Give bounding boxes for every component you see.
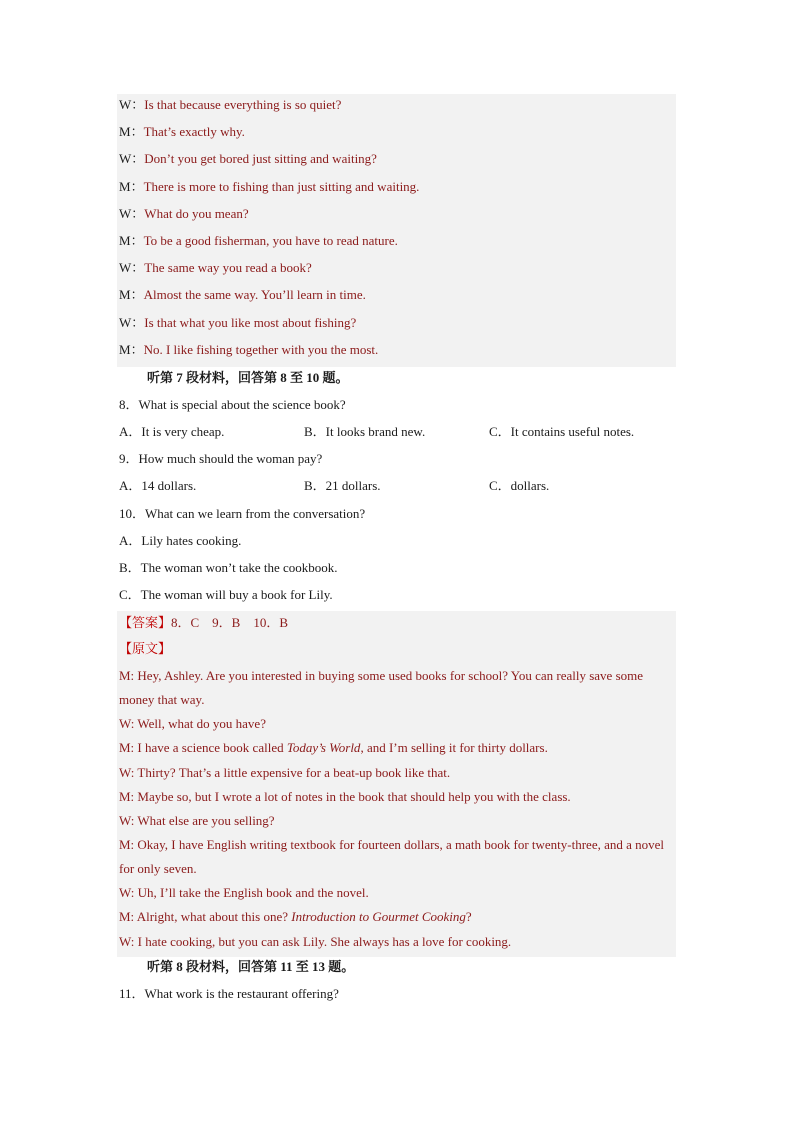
dialogue-text: Is that because everything is so quiet? <box>144 97 342 112</box>
speaker-label: M <box>119 124 131 140</box>
section-heading-7: 听第 7 段材料，回答第 8 至 10 题。 <box>147 370 349 385</box>
transcript-line-1: M: Hey, Ashley. Are you interested in buying some used books for school? You can really save some money that way. <box>119 668 644 707</box>
dialogue-text: Don’t you get bored just sitting and waiting? <box>144 151 377 167</box>
dialogue-line <box>119 314 356 332</box>
dialogue-line <box>119 96 341 114</box>
transcript-line-3-pre: M: I have a science book called <box>119 740 287 755</box>
dialogue-text: Is that what you like most about fishing? <box>144 314 357 330</box>
dialogue-line <box>119 232 398 250</box>
answer-text: 8．C 9．B 10．B <box>171 615 289 630</box>
q9-option-b: B．21 dollars. <box>304 478 381 493</box>
speaker-label: W <box>119 151 132 167</box>
transcript-line-7: M: Okay, I have English writing textbook for fourteen dollars, a math book for twenty-three, and a novel for only seven. <box>119 837 665 876</box>
dialogue-line <box>119 150 377 168</box>
q10-option-c: C．The woman will buy a book for Lily. <box>119 587 333 602</box>
speaker-colon: ： <box>130 287 144 303</box>
answer-background <box>117 611 676 957</box>
speaker-label: M <box>119 341 131 357</box>
q8-option-a: A．It is very cheap. <box>119 424 225 439</box>
transcript-line-6: W: What else are you selling? <box>119 813 275 828</box>
script-label: 【原文】 <box>119 641 172 656</box>
transcript-line-9-post: ? <box>465 909 472 924</box>
transcript-line-3-post: , and I’m selling it for thirty dollars. <box>360 740 548 755</box>
speaker-colon: ： <box>130 124 144 140</box>
transcript-line-9-pre: M: Alright, what about this one? <box>119 909 292 924</box>
q8-option-c: C．It contains useful notes. <box>489 424 635 439</box>
q8-option-b: B．It looks brand new. <box>304 424 426 439</box>
dialogue-line <box>119 286 366 304</box>
question-8: 8．What is special about the science book? <box>119 397 346 412</box>
transcript-line-8: W: Uh, I’ll take the English book and the novel. <box>119 885 369 900</box>
question-9: 9．How much should the woman pay? <box>119 451 323 466</box>
speaker-colon: ： <box>131 97 145 112</box>
speaker-colon: ： <box>130 341 144 357</box>
transcript-line-4: W: Thirty? That’s a little expensive for a beat-up book like that. <box>119 765 451 780</box>
q9-option-c: C．dollars. <box>489 478 550 493</box>
speaker-colon: ： <box>131 151 145 167</box>
speaker-label: W <box>119 314 132 330</box>
speaker-colon: ： <box>131 205 145 221</box>
q10-option-b: B．The woman won’t take the cookbook. <box>119 560 338 575</box>
dialogue-text: No. I like fishing together with you the most. <box>143 341 379 357</box>
dialogue-text: The same way you read a book? <box>144 260 312 276</box>
speaker-colon: ： <box>131 260 145 276</box>
transcript-line-10: W: I hate cooking, but you can ask Lily. She always has a love for cooking. <box>119 934 512 949</box>
dialogue-line <box>119 178 419 196</box>
question-11: 11．What work is the restaurant offering? <box>119 986 339 1001</box>
dialogue-line <box>119 341 378 359</box>
speaker-label: M <box>119 233 131 248</box>
answer-label: 【答案】 <box>119 615 172 630</box>
speaker-colon: ： <box>130 178 144 194</box>
dialogue-text: What do you mean? <box>144 205 249 221</box>
dialogue-text: To be a good fisherman, you have to read nature. <box>143 233 398 248</box>
question-10: 10．What can we learn from the conversation? <box>119 506 366 521</box>
speaker-colon: ： <box>130 233 144 248</box>
book-title-gourmet-cooking: Introduction to Gourmet Cooking <box>291 909 466 924</box>
dialogue-text: There is more to fishing than just sitting and waiting. <box>143 178 420 194</box>
q10-option-a: A．Lily hates cooking. <box>119 533 242 548</box>
dialogue-line <box>119 259 312 277</box>
transcript-line-5: M: Maybe so, but I wrote a lot of notes in the book that should help you with the class. <box>119 789 571 804</box>
dialogue-text: Almost the same way. You’ll learn in time. <box>143 287 366 303</box>
dialogue-line <box>119 123 245 141</box>
speaker-label: W <box>119 260 132 276</box>
transcript-line-2: W: Well, what do you have? <box>119 716 266 731</box>
speaker-label: M <box>119 178 131 194</box>
answer-line <box>119 614 288 632</box>
book-title-todays-world: Today’s World <box>286 740 361 755</box>
transcript-line-9 <box>119 908 472 926</box>
speaker-label: M <box>119 287 131 303</box>
dialogue-text: That’s exactly why. <box>143 124 245 140</box>
dialogue-line <box>119 205 249 223</box>
speaker-label: W <box>119 205 132 221</box>
transcript-line-3 <box>119 739 548 757</box>
section-heading-8: 听第 8 段材料，回答第 11 至 13 题。 <box>147 959 355 974</box>
speaker-colon: ： <box>131 314 145 330</box>
q9-option-a: A．14 dollars. <box>119 478 197 493</box>
speaker-label: W <box>119 97 132 112</box>
